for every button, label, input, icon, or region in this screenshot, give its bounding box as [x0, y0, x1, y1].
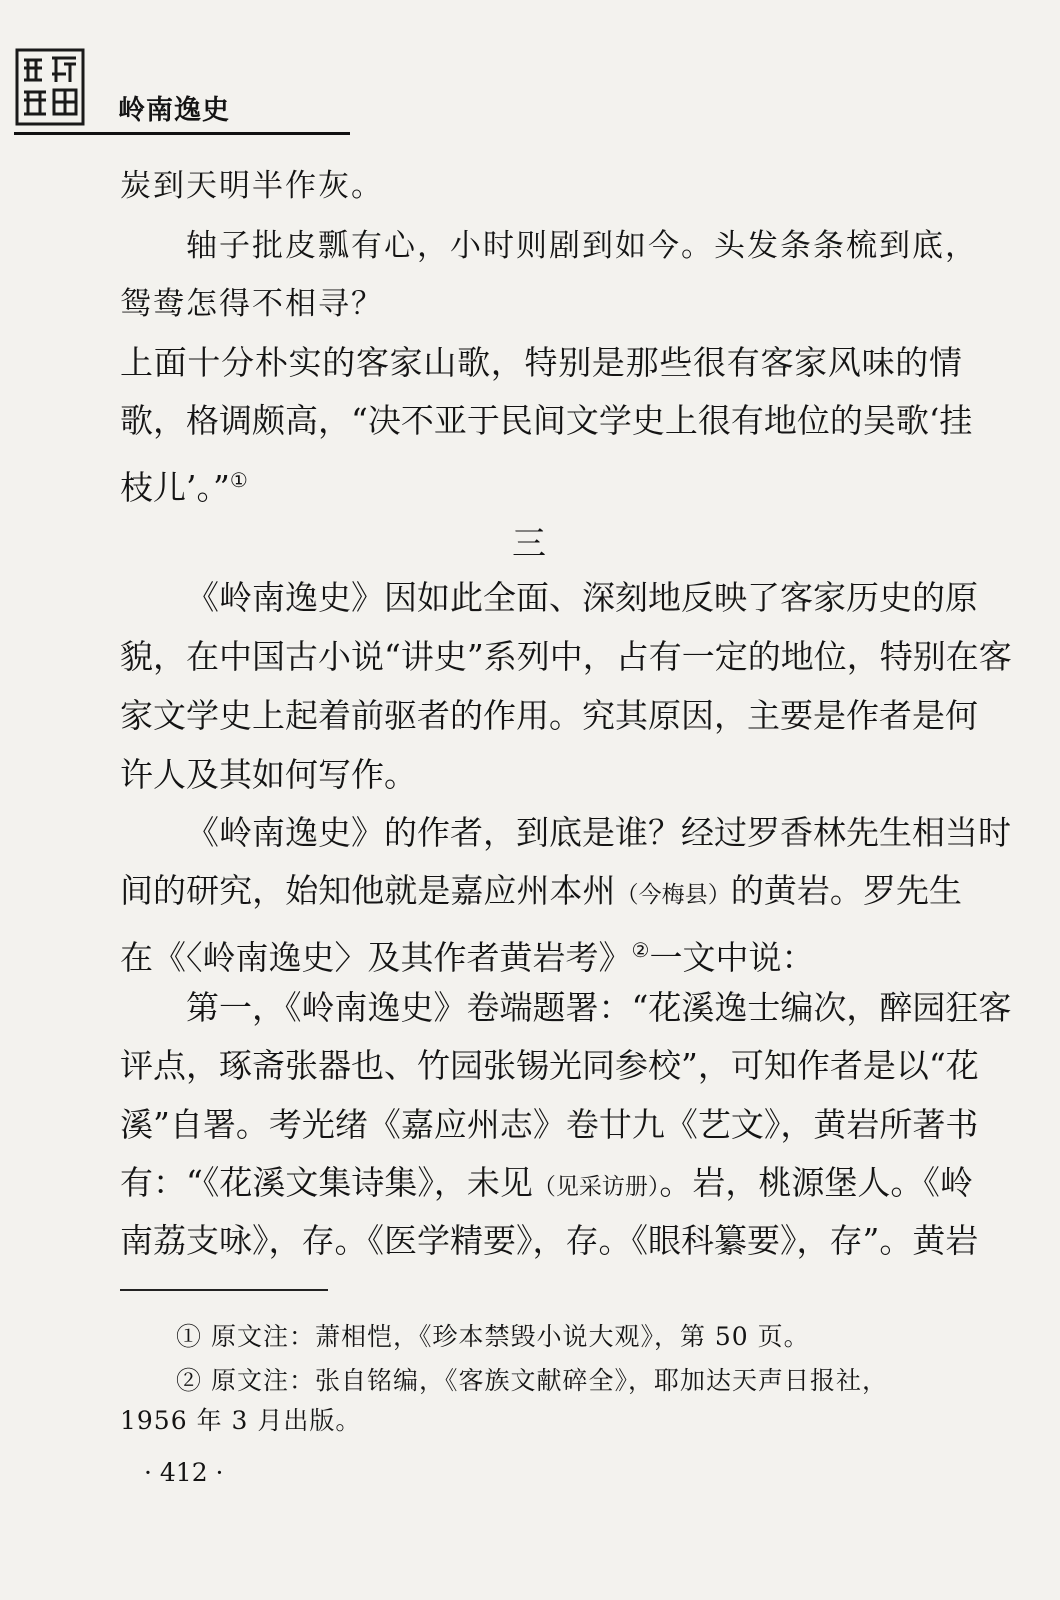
footnote-marker-1: ①	[229, 468, 248, 492]
paragraph-line: 家文学史上起着前驱者的作用。究其原因，主要是作者是何	[120, 696, 978, 735]
header-rule	[14, 132, 350, 135]
paragraph-line	[120, 871, 962, 915]
paragraph-line: 评点，琢斋张器也、竹园张锡光同参校”，可知作者是以“花	[120, 1046, 979, 1085]
paragraph-line	[120, 1163, 973, 1207]
line-text: 。岩，桃源堡人。《岭	[659, 1163, 973, 1202]
footnote-rule	[120, 1289, 328, 1291]
commentary-line: 歌，格调颇高，“决不亚于民间文学史上很有地位的吴歌‘挂	[120, 401, 973, 440]
inline-note: （今梅县）	[615, 882, 731, 908]
inline-note: （见采访册）	[532, 1174, 660, 1200]
page-number: · 412 ·	[144, 1458, 224, 1487]
paragraph-line	[120, 930, 814, 978]
running-head-title: 岭南逸史	[118, 95, 230, 126]
line-text: 一文中说：	[649, 938, 815, 977]
paragraph-line: 《岭南逸史》的作者，到底是谁？经过罗香林先生相当时	[186, 813, 1011, 852]
paragraph-line: 南荔支咏》，存。《医学精要》，存。《眼科纂要》，存”。黄岩	[120, 1221, 979, 1260]
line-text: 的黄岩。罗先生	[730, 871, 963, 910]
line-text: 间的研究，始知他就是嘉应州本州	[120, 871, 616, 910]
paragraph-line: 第一，《岭南逸史》卷端题署：“花溪逸士编次，醉园狂客	[186, 988, 1012, 1027]
publisher-seal-logo	[14, 44, 88, 130]
section-heading: 三	[512, 524, 546, 564]
footnote-2: ② 原文注：张自铭编，《客族文献碎全》，耶加达天声日报社，	[176, 1366, 888, 1395]
footnote-marker-2: ②	[631, 938, 650, 962]
line-text: 有：“《花溪文集诗集》，未见	[120, 1163, 533, 1202]
poem-line: 鸳鸯怎得不相寻？	[120, 286, 384, 322]
commentary-line: 上面十分朴实的客家山歌，特别是那些很有客家风味的情	[120, 343, 962, 382]
paragraph-line: 许人及其如何写作。	[120, 755, 417, 794]
paragraph-line: 貌，在中国古小说“讲史”系列中，占有一定的地位，特别在客	[120, 637, 1012, 676]
paragraph-line: 溪”自署。考光绪《嘉应州志》卷廿九《艺文》，黄岩所著书	[120, 1105, 979, 1144]
paragraph-line: 《岭南逸史》因如此全面、深刻地反映了客家历史的原	[186, 578, 978, 617]
footnote-2-continued: 1956 年 3 月出版。	[120, 1406, 362, 1435]
commentary-text: 枝儿’。”	[120, 468, 230, 507]
line-text: 在《〈岭南逸史〉及其作者黄岩考》	[120, 938, 632, 977]
footnote-1: ① 原文注：萧相恺，《珍本禁毁小说大观》，第 50 页。	[176, 1322, 810, 1351]
poem-line: 轴子批皮瓢有心，小时则剧到如今。头发条条梳到底，	[186, 228, 978, 264]
commentary-line	[120, 460, 248, 508]
poem-line: 炭到天明半作灰。	[120, 168, 384, 204]
